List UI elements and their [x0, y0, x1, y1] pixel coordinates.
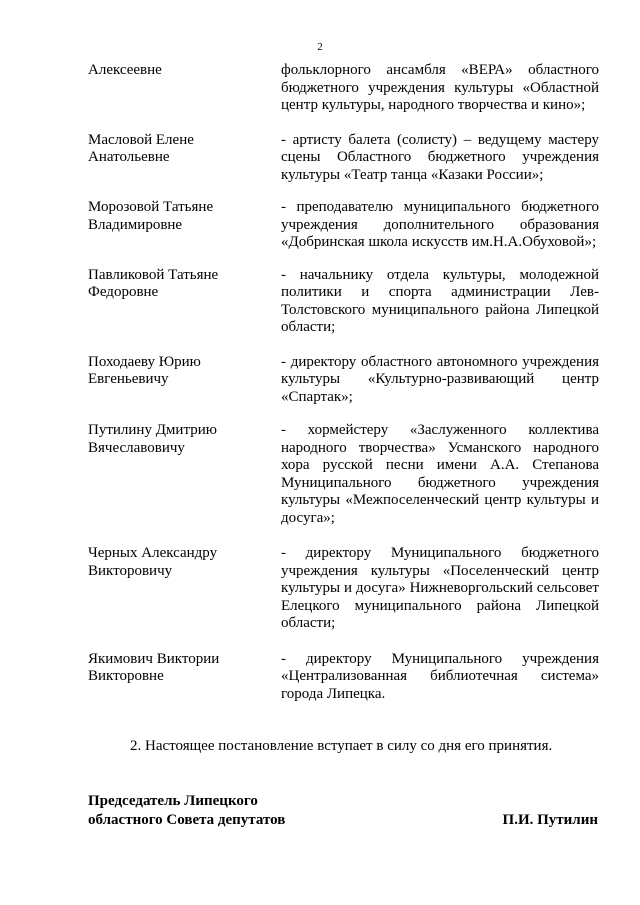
signatory-name: П.И. Путилин: [502, 812, 598, 828]
award-entry: [88, 267, 598, 337]
signatory-title-line-2: областного Совета депутатов: [88, 812, 286, 828]
recipient-name: Морозовой Татьяне Владимировне: [88, 199, 214, 233]
recipient-position: фольклорного ансамбля «ВЕРА» областного бюджетного учреждения культуры «Областной центр культуры, народного творчества и кино»;: [281, 62, 599, 113]
award-entry: [88, 651, 598, 704]
signatory-title-line-1: Председатель Липецкого: [88, 793, 258, 809]
recipient-name: Алексеевне: [88, 62, 162, 78]
award-entry: [88, 354, 598, 407]
recipient-name: Походаеву Юрию Евгеньевичу: [88, 353, 201, 387]
award-entry: [88, 422, 598, 527]
recipient-name: Якимович Виктории Викторовне: [88, 650, 220, 684]
recipient-name: Масловой Елене Анатольевне: [88, 131, 194, 165]
recipient-position: - артисту балета (солисту) – ведущему мастеру сцены Областного бюджетного учреждения культуры «Театр танца «Казаки России»;: [281, 131, 599, 183]
recipient-position: - начальнику отдела культуры, молодежной политики и спорта администрации Лев-Толстовского муниципального района Липецкой области;: [281, 266, 599, 335]
recipient-name: Черных Александру Викторовичу: [88, 545, 218, 579]
recipient-name: Путилину Дмитрию Вячеславовичу: [88, 422, 217, 456]
award-entry: [88, 62, 598, 115]
award-entry: [88, 132, 598, 185]
recipient-name: Павликовой Татьяне Федоровне: [88, 266, 219, 300]
award-entry: [88, 199, 598, 252]
recipient-position: - хормейстеру «Заслуженного коллектива народного творчества» Усманского народного хора русской песни имени А.А. Степанова Муниципального бюджетного учреждения культуры «Межпоселенческий центр культуры и досуга»;: [281, 422, 599, 526]
resolution-clause: 2. Настоящее постановление вступает в силу со дня его принятия.: [130, 738, 553, 754]
award-list: [88, 62, 598, 703]
signature-block: [88, 792, 598, 830]
award-entry: [88, 545, 598, 633]
page-number: 2: [317, 41, 323, 53]
recipient-position: - преподавателю муниципального бюджетного учреждения дополнительного образования «Добринская школа искусств им.Н.А.Обуховой»;: [281, 199, 599, 250]
recipient-position: - директору Муниципального учреждения «Централизованная библиотечная система» города Липецка.: [281, 650, 599, 702]
recipient-position: - директору Муниципального бюджетного учреждения культуры «Поселенческий центр культуры и досуга» Нижневоргольский сельсовет Елецкого муниципального района Липецкой области;: [281, 545, 599, 631]
recipient-position: - директору областного автономного учреждения культуры «Культурно-развивающий центр «Спартак»;: [281, 353, 599, 405]
